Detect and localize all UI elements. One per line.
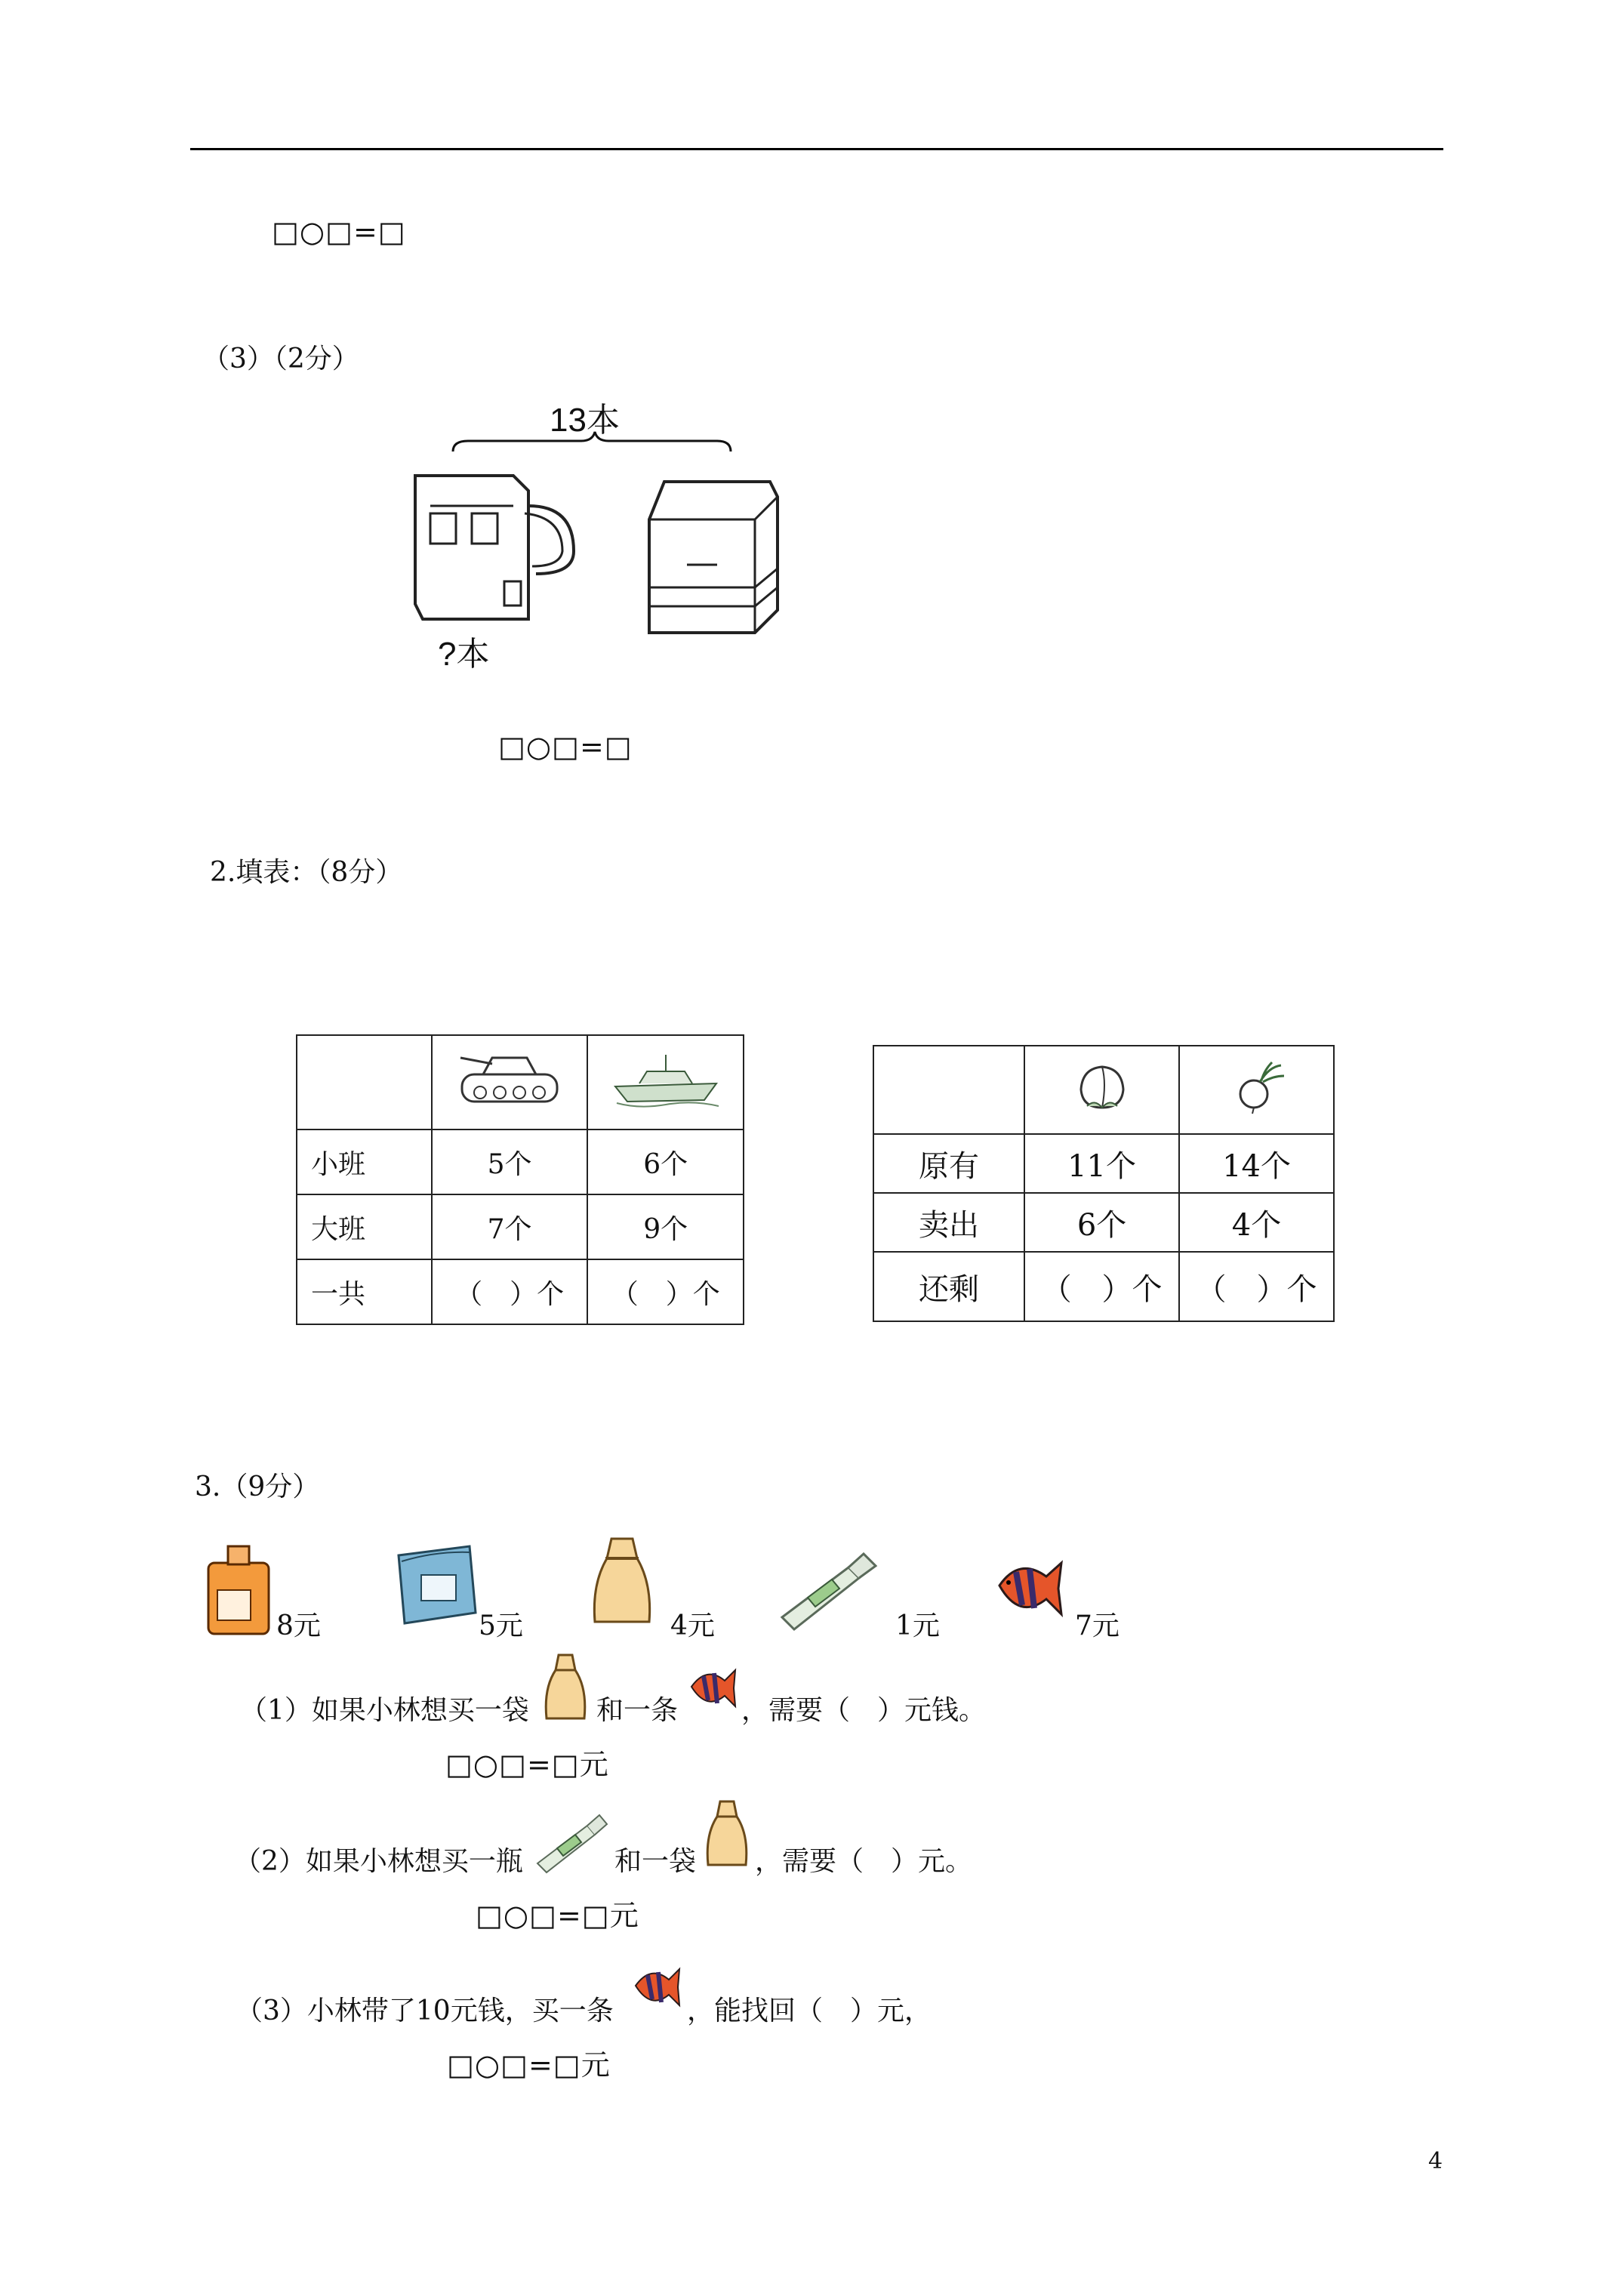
fish-icon (989, 1546, 1064, 1629)
price-water: 1元 (895, 1610, 940, 1641)
answer-blank-cell[interactable]: （ ）个 (432, 1259, 588, 1324)
header-rule (190, 148, 1443, 150)
section3-heading: 3.（9分） (195, 1472, 320, 1502)
table-cell: 4个 (1179, 1193, 1334, 1252)
radish-icon (1227, 1056, 1287, 1117)
rice-sack-icon (584, 1531, 660, 1637)
q1-text-b: 和一条 (596, 1695, 679, 1726)
q1-equation: □○□=□元 (445, 1748, 609, 1781)
q2-equation: □○□=□元 (476, 1899, 639, 1932)
fruit-table (873, 1045, 1335, 1322)
tank-toy-icon (453, 1049, 566, 1109)
total-label: 13本 (550, 402, 620, 439)
table-cell: 5个 (432, 1130, 588, 1194)
snack-bag-icon (391, 1540, 482, 1631)
price-snack: 5元 (479, 1610, 523, 1641)
book-stack-icon (642, 474, 793, 640)
unknown-label: ?本 (438, 636, 490, 673)
peach-header-cell (1024, 1046, 1179, 1134)
answer-blank-cell[interactable]: （ ）个 (1179, 1252, 1334, 1321)
row-label: 一共 (297, 1259, 432, 1324)
row-label: 小班 (297, 1130, 432, 1194)
table-cell: 14个 (1179, 1134, 1334, 1193)
q1-text-a: （1）如果小林想买一袋 (240, 1695, 529, 1726)
row-label: 大班 (297, 1194, 432, 1259)
price-fish: 7元 (1075, 1610, 1119, 1641)
peach-icon (1072, 1056, 1132, 1117)
school-bag-icon (400, 461, 581, 627)
row-label: 原有 (873, 1134, 1024, 1193)
ship-toy-icon (609, 1049, 722, 1109)
empty-header-cell (873, 1046, 1024, 1134)
q2-text-a: （2）如果小林想买一瓶 (234, 1846, 523, 1877)
ship-header-cell (587, 1035, 744, 1130)
q3-text-a: （3）小林带了10元钱，买一条 (236, 1996, 614, 2026)
radish-header-cell (1179, 1046, 1334, 1134)
page-number: 4 (1428, 2148, 1443, 2174)
rice-sack-icon (701, 1797, 753, 1872)
table-cell: 6个 (587, 1130, 744, 1194)
q2-text-b: 和一袋 (614, 1846, 697, 1877)
table-cell: 6个 (1024, 1193, 1179, 1252)
q3-equation: □○□=□元 (447, 2048, 611, 2082)
part3-heading: （3）（2分） (202, 344, 359, 374)
empty-header-cell (297, 1035, 432, 1130)
row-label: 卖出 (873, 1193, 1024, 1252)
table-cell: 9个 (587, 1194, 744, 1259)
q2-text-c: ，需要（ ）元。 (755, 1846, 973, 1877)
q3-text-c: ，能找回（ ）元， (687, 1996, 932, 2026)
fish-icon (684, 1658, 738, 1717)
equation-top: □○□=□ (272, 215, 406, 248)
juice-bottle-icon (201, 1540, 276, 1638)
water-bottle-icon (531, 1809, 614, 1877)
price-rice: 4元 (670, 1610, 715, 1641)
answer-blank-cell[interactable]: （ ）个 (1024, 1252, 1179, 1321)
section2-heading: 2.填表：（8分） (210, 857, 403, 888)
fish-icon (628, 1957, 682, 2016)
toy-table (296, 1034, 744, 1325)
table-cell: 11个 (1024, 1134, 1179, 1193)
table-cell: 7个 (432, 1194, 588, 1259)
answer-blank-cell[interactable]: （ ）个 (587, 1259, 744, 1324)
rice-sack-icon (539, 1650, 592, 1726)
water-bottle-icon (773, 1545, 886, 1635)
equation-part3: □○□=□ (498, 730, 633, 763)
row-label: 还剩 (873, 1252, 1024, 1321)
q1-text-c: ，需要（ ）元钱。 (741, 1695, 987, 1726)
price-juice: 8元 (276, 1610, 321, 1641)
tank-header-cell (432, 1035, 588, 1130)
